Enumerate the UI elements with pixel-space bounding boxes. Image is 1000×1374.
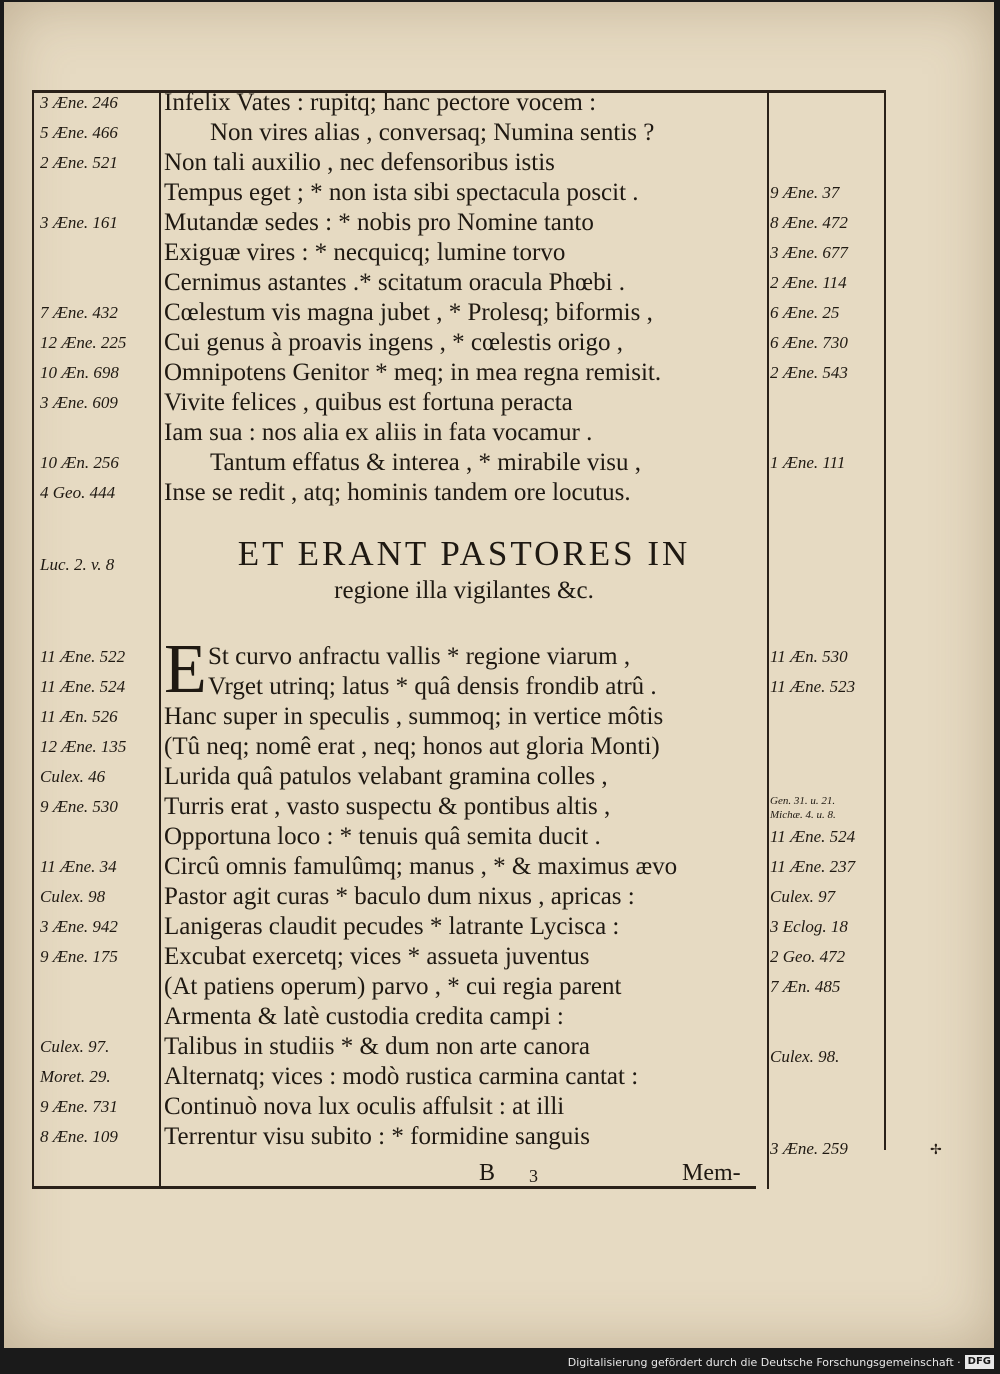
margin-note [770,88,884,118]
margin-note: 3 Æne. 677 [770,243,848,262]
margin-note [770,418,884,448]
margin-note: 7 Æn. 485 [770,977,841,996]
margin-note [40,178,158,208]
signature-mark: B [479,1160,496,1186]
catchword: Mem- [682,1160,741,1186]
margin-note [770,118,884,148]
margin-note: 5 Æne. 466 [40,123,118,142]
margin-note: 6 Æne. 25 [770,303,840,322]
margin-note [770,388,884,418]
margin-note: Culex. 97 [770,887,836,906]
margin-notes-left-top [40,88,158,508]
margin-note: 11 Æne. 523 [770,677,856,696]
margin-note [770,148,884,178]
margin-note: 8 Æne. 109 [40,1127,118,1146]
rule-right-inner [767,90,769,1189]
margin-note: Culex. 97. [40,1037,110,1056]
margin-note: 3 Æne. 161 [40,213,118,232]
verse-line: Opportuna loco : * tenuis quâ semita ducit . [164,823,601,850]
margin-note: 4 Geo. 444 [40,483,116,502]
margin-note: 2 Æne. 114 [770,273,847,292]
margin-note: 6 Æne. 730 [770,333,848,352]
margin-note: 3 Æne. 246 [40,93,118,112]
margin-note: Culex. 46 [40,767,106,786]
margin-note-genesis [770,794,884,822]
verse-block-top [164,88,764,508]
margin-notes-right-top [770,88,884,508]
dfg-logo-icon: DFG [965,1355,994,1369]
margin-note: 11 Æne. 34 [40,857,117,876]
margin-note: 8 Æne. 472 [770,213,848,232]
margin-note: 2 Æne. 521 [40,153,118,172]
margin-note: 9 Æne. 731 [40,1097,118,1116]
verse-line: (At patiens operum) parvo , * cui regia parent [164,973,622,1000]
margin-note: 10 Æn. 698 [40,363,119,382]
verse-line: Hanc super in speculis , summoq; in vertice môtis [164,703,664,730]
rule-left-outer [32,90,34,1189]
verse-line: Cœlestum vis magna jubet , * Prolesq; biformis , [164,299,653,326]
margin-note: 9 Æne. 37 [770,183,840,202]
margin-note-aeneid: 3 Æne. 259 [770,1139,848,1158]
rule-right-outer [884,90,886,1150]
verse-line: Armenta & latè custodia credita campi : [164,1003,564,1030]
margin-note: Culex. 98 [40,887,106,906]
margin-note: 11 Æn. 526 [40,707,118,726]
verse-line: Circû omnis famulûmq; manus , * & maximus ævo [164,853,678,880]
section-subtitle: regione illa vigilantes &c. [334,577,594,604]
margin-note: 11 Æne. 524 [770,827,856,846]
margin-note: 2 Geo. 472 [770,947,846,966]
verse-line: Mutandæ sedes : * nobis pro Nomine tanto [164,209,594,236]
margin-note [40,822,158,852]
margin-note: 2 Æne. 543 [770,363,848,382]
section-title: ET ERANT PASTORES IN [237,534,691,573]
margin-note: 9 Æne. 530 [40,797,118,816]
margin-note [40,238,158,268]
verse-line: Terrentur visu subito : * formidine sanguis [164,1123,590,1150]
margin-note [40,972,158,1002]
margin-note-luke: Luc. 2. v. 8 [40,555,115,574]
margin-note: Moret. 29. [40,1067,111,1086]
verse-line: Vivite felices , quibus est fortuna peracta [164,389,573,416]
margin-note: 10 Æn. 256 [40,453,119,472]
margin-note: Gen. 31. u. 21. [770,795,836,807]
margin-note-culex: Culex. 98. [770,1047,840,1066]
verse-line: Pastor agit curas * baculo dum nixus , apricas : [164,883,635,910]
book-page [4,2,994,1348]
verse-line: Lurida quâ patulos velabant gramina colles , [164,763,608,790]
verse-line: Cernimus astantes .* scitatum oracula Phœbi . [164,269,626,296]
verse-line: Talibus in studiis * & dum non arte canora [164,1033,590,1060]
verse-line: Iam sua : nos alia ex aliis in fata vocamur . [164,419,593,446]
margin-note: 1 Æne. 111 [770,453,846,472]
verse-line: Non tali auxilio , nec defensoribus istis [164,149,555,176]
ornament-icon: ✢ [930,1142,942,1158]
page-number: 3 [529,1166,538,1186]
drop-cap: E [164,631,207,708]
verse-line: Alternatq; vices : modò rustica carmina cantat : [164,1063,639,1090]
margin-note: 7 Æne. 432 [40,303,118,322]
verse-line: Exiguæ vires : * necquicq; lumine torvo [164,239,566,266]
digitization-credit [568,1354,994,1370]
verse-line: Omnipotens Genitor * meq; in mea regna remisit. [164,359,662,386]
verse-line: St curvo anfractu vallis * regione viarum , [208,643,631,670]
margin-note: 9 Æne. 175 [40,947,118,966]
verse-line: Lanigeras claudit pecudes * latrante Lycisca : [164,913,620,940]
margin-note: 11 Æne. 522 [40,647,126,666]
verse-line: Excubat exercetq; vices * assueta juventus [164,943,590,970]
margin-notes-right-bottom-2 [770,822,884,1002]
margin-note: 11 Æne. 524 [40,677,126,696]
rule-left-inner [159,90,161,1189]
verse-line: Cui genus à proavis ingens , * cœlestis origo , [164,329,623,356]
verse-line: Inse se redit , atq; hominis tandem ore locutus. [164,479,631,506]
margin-note: 3 Eclog. 18 [770,917,848,936]
margin-note: 11 Æn. 530 [770,647,848,666]
margin-note [40,268,158,298]
margin-notes-left-bottom [40,642,158,1152]
margin-note [770,478,884,508]
margin-note: 3 Æne. 609 [40,393,118,412]
verse-line: Turris erat , vasto suspectu & pontibus altis , [164,793,611,820]
verse-line: Tempus eget ; * non ista sibi spectacula poscit . [164,179,639,206]
rule-bottom [32,1186,756,1189]
margin-note: 3 Æne. 942 [40,917,118,936]
verse-line: Infelix Vates : rupitq; hanc pectore vocem : [164,89,597,116]
margin-note [40,1002,158,1032]
verse-line: Non vires alias , conversaq; Numina sentis ? [210,119,655,146]
margin-note: 12 Æne. 225 [40,333,127,352]
margin-note: 12 Æne. 135 [40,737,127,756]
margin-note: 11 Æne. 237 [770,857,856,876]
verse-line: Continuò nova lux oculis affulsit : at illi [164,1093,565,1120]
credit-text: Digitalisierung gefördert durch die Deutsche Forschungsgemeinschaft · [567,1355,961,1369]
verse-line: Vrget utrinq; latus * quâ densis frondib atrû . [208,673,657,700]
margin-note: Michæ. 4. u. 8. [770,809,836,821]
verse-line: (Tû neq; nomê erat , neq; honos aut gloria Monti) [164,733,660,760]
verse-block-bottom [164,642,764,1152]
verse-line: Tantum effatus & interea , * mirabile visu , [210,449,642,476]
margin-note [40,418,158,448]
margin-notes-right-bottom [770,642,884,702]
